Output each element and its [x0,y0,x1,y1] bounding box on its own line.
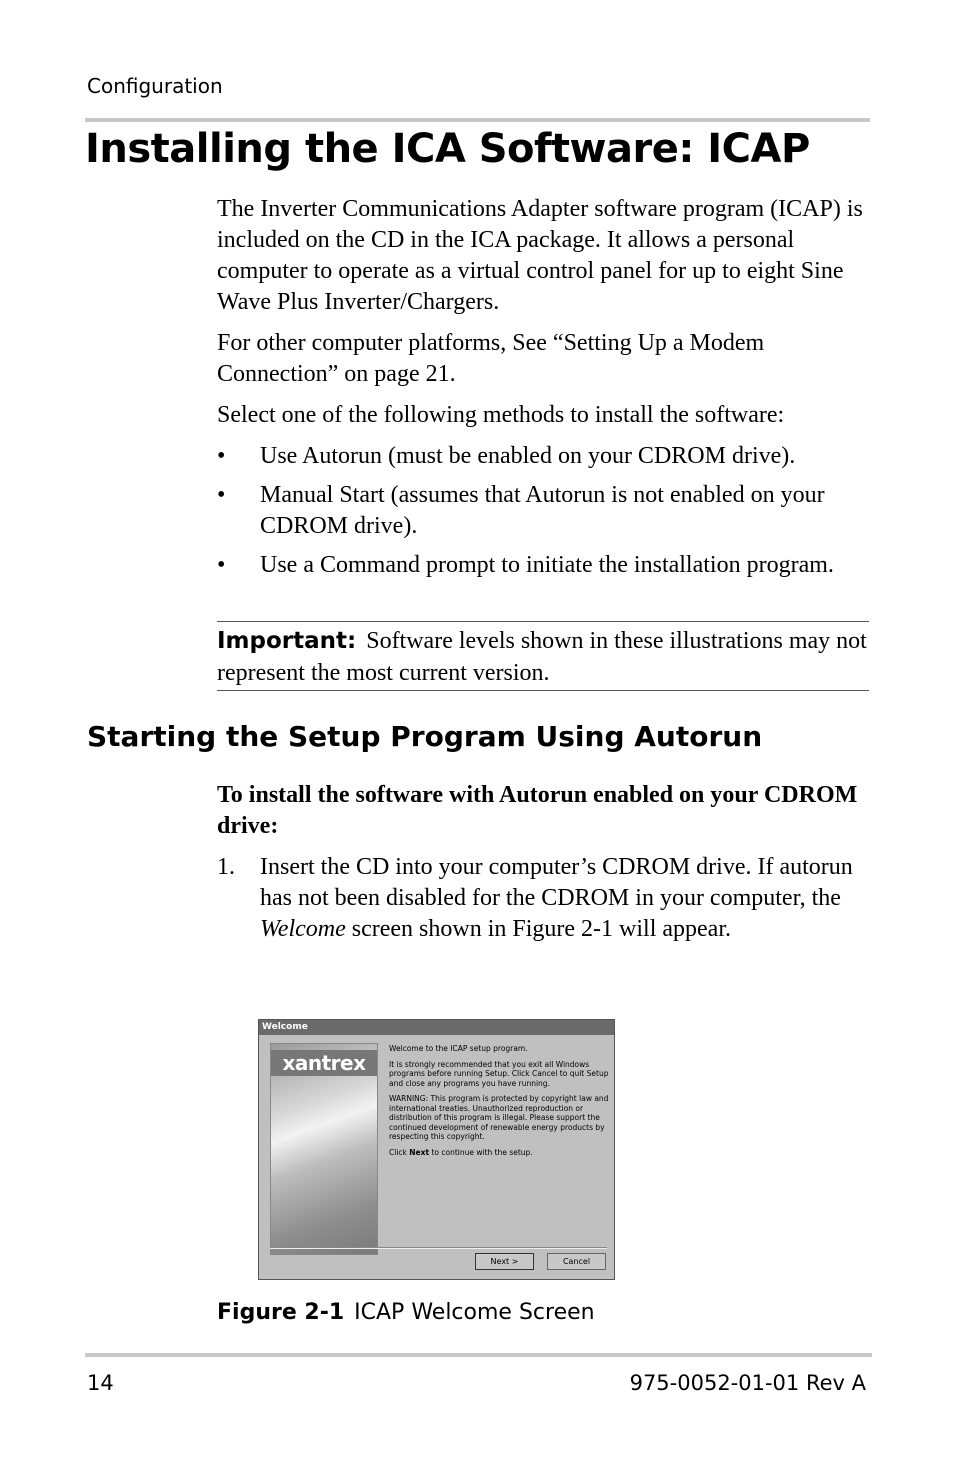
intro-paragraph [217,194,867,318]
bullet-mark: • [217,482,226,508]
welcome-screenshot [258,1019,615,1280]
instruction-start: Click [389,1147,410,1157]
note-top-rule [217,621,869,622]
platforms-paragraph [217,328,867,390]
section-heading: Starting the Setup Program Using Autorun [87,720,763,753]
document-number: 975-0052-01-01 Rev A [629,1371,866,1395]
window-title: Welcome [259,1020,614,1035]
step-text-end: screen shown in Figure 2-1 will appear. [345,916,731,942]
running-head: Configuration [87,74,223,98]
step-text-start: Insert the CD into your computer’s CDROM drive. If autorun has not been disabled for the CDROM in your computer, the [260,854,853,911]
welcome-line: Welcome to the ICAP setup program. [389,1044,528,1053]
recommend-line: It is strongly recommended that you exit all Windows programs before running Setup. Click Cancel to quit Setup and close any programs you have running. [389,1059,609,1088]
list-item-text: Use a Command prompt to initiate the installation program. [260,552,834,578]
note-bottom-rule [217,690,869,691]
step-number: 1. [217,854,235,880]
cancel-button[interactable]: Cancel [547,1253,606,1270]
page-title: Installing the ICA Software: ICAP [85,126,810,172]
welcome-text [389,1044,609,1163]
next-button[interactable]: Next > [475,1253,534,1270]
figure-number: Figure 2-1 [217,1300,345,1325]
instruction-end: to continue with the setup. [429,1147,533,1157]
step-emphasis: Welcome [260,916,346,942]
note-label: Important: [217,628,357,654]
procedure-title: To install the software with Autorun enabled on your CDROM drive: [217,782,858,839]
bullet-mark: • [217,443,226,469]
select-text: Select one of the following methods to install the software: [217,402,785,428]
top-rule [85,118,870,122]
step-text [260,852,867,945]
next-instruction [389,1148,609,1158]
page-number: 14 [87,1371,114,1395]
figure-caption-text: ICAP Welcome Screen [354,1300,595,1325]
setup-banner-image [270,1043,378,1255]
list-item-text: Use Autorun (must be enabled on your CDROM drive). [260,443,796,469]
warning-line: WARNING: This program is protected by copyright law and international treaties. Unauthorized reproduction or distribution of this program is illegal. Please support the continued development of renewable energy products by respecting this copyright. [389,1094,609,1141]
bullet-mark: • [217,552,226,578]
important-note [217,625,867,689]
bottom-rule [85,1353,872,1357]
note-text: Software levels shown in these illustrations may not represent the most current version. [217,628,867,686]
platforms-text: For other computer platforms, See “Setting Up a Modem Connection” on page 21. [217,330,765,387]
figure-caption [217,1300,595,1325]
button-separator [270,1247,607,1249]
list-item-text: Manual Start (assumes that Autorun is not enabled on your CDROM drive). [260,482,825,539]
xantrex-logo: xantrex [271,1050,377,1076]
intro-text: The Inverter Communications Adapter software program (ICAP) is included on the CD in the ICA package. It allows a personal computer to operate as a virtual control panel for up to eight Sine Wave Plus Inverter/Chargers. [217,196,863,315]
select-paragraph [217,400,867,431]
instruction-bold: Next [409,1147,430,1157]
